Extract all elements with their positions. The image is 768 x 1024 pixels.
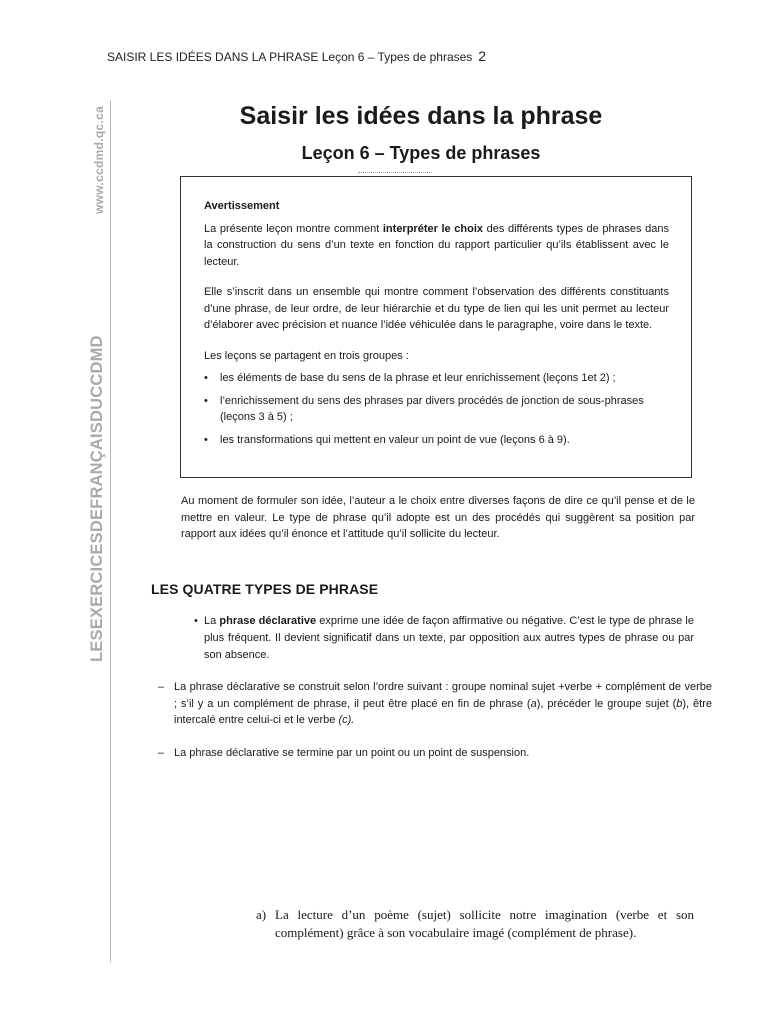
warning-paragraph-1: [204, 221, 669, 271]
warning-paragraph-2: Elle s’inscrit dans un ensemble qui montre comment l’observation des différents constituants d’une phrase, de leur ordre, de leur hiérarchie et du type de lien qui les unit permet au lecteur d’élaborer avec précision et nuance l’idée véhiculée dans le paragraphe, voire dans le texte.: [204, 286, 669, 331]
bullet-marker: •: [194, 615, 198, 627]
warning-p1-text-end: des différents types de phrases dans la construction du sens d’un texte en fonction du rapport particulier qu’ils établissent avec le lecteur.: [204, 222, 669, 268]
side-rule: [110, 100, 111, 962]
warning-p1-text: La présente leçon montre comment: [204, 222, 383, 235]
rule-item-order: [158, 679, 712, 729]
list-item: • les éléments de base du sens de la phrase et leur enrichissement (leçons 1et 2) ;: [204, 370, 669, 387]
sidebar-url: www.ccdmd.qc.ca: [92, 105, 106, 214]
page-number: 2: [478, 48, 487, 64]
example-marker: a): [256, 907, 267, 922]
document-subtitle: Leçon 6 – Types de phrases: [301, 143, 541, 163]
list-item: • l’enrichissement du sens des phrases par divers procédés de jonction de sous-phrases (leçons 3 à 5) ;: [204, 393, 669, 426]
section-heading: LES QUATRE TYPES DE PHRASE: [151, 581, 379, 597]
declarative-paragraph: [194, 613, 694, 664]
rule1-text: La phrase déclarative se construit selon l’ordre suivant : groupe nominal sujet +verbe + complément de verbe ; s’il y a un complément de phrase, il peut être placé en fin de phrase (: [174, 681, 712, 710]
rule1-b: b: [676, 697, 683, 710]
running-title: SAISIR LES IDÉES DANS LA PHRASE Leçon 6 – Types de phrases: [107, 50, 473, 64]
warning-paragraph-3: Les leçons se partagent en trois groupes :: [204, 349, 409, 362]
lesson-groups-list: [204, 370, 669, 448]
rule1-text-3: ), être intercalé entre celui-ci et le verbe: [174, 697, 712, 726]
warning-p1-bold: interpréter le choix: [382, 222, 484, 235]
declarative-text: exprime une idée de façon affirmative ou négative. C’est le type de phrase le plus fréquent. Il devient significatif dans un texte, par opposition aux autres types de phrase ou par son absence.: [204, 615, 694, 661]
rule-item-punctuation: [158, 745, 712, 762]
rule1-text-2: ), précéder le groupe sujet (: [536, 697, 677, 710]
intro-paragraph: Au moment de formuler son idée, l’auteur a le choix entre diverses façons de dire ce qu’il pense et de le mettre en valeur. Le type de phrase qu’il adopte est un des procédés qui suggèrent sa position par rapport aux idées qu’il énonce et l’attitude qu’il sollicite du lecteur.: [181, 495, 695, 540]
document-title: Saisir les idées dans la phrase: [239, 102, 603, 130]
declarative-prefix: La: [204, 615, 220, 627]
dotted-divider: [358, 172, 432, 173]
sidebar-brand: LESEXERCICESDEFRANÇAISDUCCDMD: [88, 335, 106, 662]
declarative-term: phrase déclarative: [219, 615, 317, 627]
list-item: • les transformations qui mettent en valeur un point de vue (leçons 6 à 9).: [204, 432, 669, 449]
rule1-c: (c).: [338, 714, 355, 726]
example-text: La lecture d’un poème (sujet) sollicite notre imagination (verbe et son complément) grâce à son vocabulaire imagé (complément de phrase).: [275, 907, 694, 940]
example-a: [256, 906, 694, 942]
dash-marker: –: [158, 747, 165, 759]
running-header: [107, 48, 486, 64]
dash-marker: –: [158, 681, 165, 693]
rule1-a: a: [530, 697, 537, 710]
rule2-text: La phrase déclarative se termine par un point ou un point de suspension.: [174, 747, 530, 759]
warning-title: Avertissement: [204, 200, 280, 212]
warning-box: [180, 176, 692, 478]
